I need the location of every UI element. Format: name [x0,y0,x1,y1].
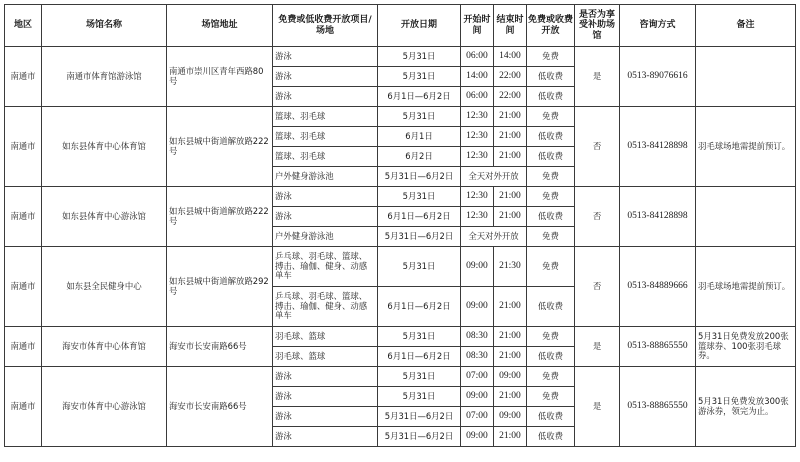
header-remark: 备注 [696,5,796,47]
end-time-cell: 21:00 [494,207,527,227]
header-items: 免费或低收费开放项目/场地 [273,5,378,47]
start-time-cell: 09:00 [461,387,494,407]
date-cell: 5月31日 [378,67,461,87]
venue-name-cell: 如东县体育中心游泳馆 [42,187,167,247]
venue-name-cell: 海安市体育中心体育馆 [42,327,167,367]
start-time-cell: 14:00 [461,67,494,87]
date-cell: 5月31日 [378,187,461,207]
venue-name-cell: 如东县体育中心体育馆 [42,107,167,187]
start-time-cell: 06:00 [461,87,494,107]
end-time-cell: 21:00 [494,127,527,147]
header-end-time: 结束时间 [494,5,527,47]
venue-name-cell: 如东县全民健身中心 [42,247,167,327]
date-cell: 6月1日—6月2日 [378,87,461,107]
subsidy-cell: 否 [575,247,620,327]
table-row [5,247,796,287]
date-cell: 5月31日—6月2日 [378,427,461,447]
date-cell: 5月31日 [378,387,461,407]
date-cell: 5月31日—6月2日 [378,227,461,247]
area-cell: 南通市 [5,107,42,187]
item-cell: 游泳 [273,427,378,447]
venue-address-cell: 如东县城中街道解放路292号 [167,247,273,327]
end-time-cell: 21:00 [494,147,527,167]
date-cell: 5月31日 [378,327,461,347]
end-time-cell: 21:00 [494,387,527,407]
fee-type-cell: 免费 [527,107,575,127]
remark-cell: 羽毛球场地需提前预订。 [696,247,796,327]
date-cell: 5月31日 [378,247,461,287]
start-time-cell: 12:30 [461,147,494,167]
remark-cell [696,47,796,107]
end-time-cell: 21:00 [494,287,527,327]
item-cell: 篮球、羽毛球 [273,127,378,147]
contact-phone-cell: 0513-84128898 [620,107,696,187]
date-cell: 6月2日 [378,147,461,167]
date-cell: 6月1日 [378,127,461,147]
end-time-cell: 21:30 [494,247,527,287]
venue-address-cell: 如东县城中街道解放路222号 [167,187,273,247]
header-venue: 场馆名称 [42,5,167,47]
subsidy-cell: 否 [575,187,620,247]
table-row [5,187,796,207]
end-time-cell: 09:00 [494,407,527,427]
item-cell: 羽毛球、篮球 [273,347,378,367]
item-cell: 游泳 [273,207,378,227]
subsidy-cell: 是 [575,327,620,367]
date-cell: 6月1日—6月2日 [378,347,461,367]
start-time-cell: 07:00 [461,407,494,427]
fee-type-cell: 低收费 [527,127,575,147]
start-time-cell: 07:00 [461,367,494,387]
start-time-cell: 08:30 [461,327,494,347]
subsidy-cell: 否 [575,107,620,187]
item-cell: 篮球、羽毛球 [273,107,378,127]
contact-phone-cell: 0513-89076616 [620,47,696,107]
remark-cell: 5月31日免费发放300张游泳券，领完为止。 [696,367,796,447]
end-time-cell: 09:00 [494,367,527,387]
fee-type-cell: 免费 [527,387,575,407]
item-cell: 乒乓球、羽毛球、篮球、搏击、瑜伽、健身、动感单车 [273,287,378,327]
date-cell: 5月31日—6月2日 [378,167,461,187]
header-date: 开放日期 [378,5,461,47]
table-row [5,107,796,127]
header-area: 地区 [5,5,42,47]
end-time-cell: 14:00 [494,47,527,67]
header-row [5,5,796,47]
end-time-cell: 22:00 [494,87,527,107]
item-cell: 游泳 [273,387,378,407]
start-time-cell: 09:00 [461,287,494,327]
header-contact: 咨询方式 [620,5,696,47]
end-time-cell: 21:00 [494,107,527,127]
start-time-cell: 12:30 [461,207,494,227]
header-fee-type: 免费或收费开放 [527,5,575,47]
end-time-cell: 21:00 [494,427,527,447]
area-cell: 南通市 [5,247,42,327]
header-address: 场馆地址 [167,5,273,47]
area-cell: 南通市 [5,327,42,367]
fee-type-cell: 免费 [527,367,575,387]
schedule-table-container [4,4,795,460]
table-row [5,327,796,347]
contact-phone-cell: 0513-84889666 [620,247,696,327]
fee-type-cell: 免费 [527,247,575,287]
start-time-cell: 12:30 [461,187,494,207]
item-cell: 游泳 [273,367,378,387]
venue-address-cell: 海安市长安南路66号 [167,327,273,367]
fee-type-cell: 免费 [527,167,575,187]
fee-type-cell: 低收费 [527,287,575,327]
fee-type-cell: 低收费 [527,87,575,107]
start-time-cell: 06:00 [461,47,494,67]
venue-schedule-table [4,4,796,447]
end-time-cell: 22:00 [494,67,527,87]
end-time-cell: 21:00 [494,187,527,207]
fee-type-cell: 低收费 [527,207,575,227]
table-row [5,47,796,67]
item-cell: 户外健身游泳池 [273,167,378,187]
date-cell: 6月1日—6月2日 [378,207,461,227]
subsidy-cell: 是 [575,47,620,107]
area-cell: 南通市 [5,47,42,107]
remark-cell [696,187,796,247]
fee-type-cell: 免费 [527,327,575,347]
contact-phone-cell: 0513-88865550 [620,327,696,367]
venue-name-cell: 海安市体育中心游泳馆 [42,367,167,447]
date-cell: 5月31日 [378,107,461,127]
area-cell: 南通市 [5,187,42,247]
date-cell: 5月31日 [378,47,461,67]
item-cell: 游泳 [273,407,378,427]
area-cell: 南通市 [5,367,42,447]
date-cell: 5月31日 [378,367,461,387]
fee-type-cell: 免费 [527,227,575,247]
remark-cell: 羽毛球场地需提前预订。 [696,107,796,187]
contact-phone-cell: 0513-84128898 [620,187,696,247]
date-cell: 5月31日—6月2日 [378,407,461,427]
fee-type-cell: 低收费 [527,347,575,367]
venue-address-cell: 海安市长安南路66号 [167,367,273,447]
venue-address-cell: 如东县城中街道解放路222号 [167,107,273,187]
remark-cell: 5月31日免费发放200张篮球券、100张羽毛球券。 [696,327,796,367]
start-time-cell: 09:00 [461,427,494,447]
header-start-time: 开始时间 [461,5,494,47]
end-time-cell: 21:00 [494,327,527,347]
fee-type-cell: 低收费 [527,407,575,427]
item-cell: 篮球、羽毛球 [273,147,378,167]
subsidy-cell: 是 [575,367,620,447]
fee-type-cell: 免费 [527,47,575,67]
fee-type-cell: 免费 [527,187,575,207]
venue-name-cell: 南通市体育馆游泳馆 [42,47,167,107]
item-cell: 游泳 [273,47,378,67]
start-time-cell: 09:00 [461,247,494,287]
end-time-cell: 21:00 [494,347,527,367]
fee-type-cell: 低收费 [527,427,575,447]
header-subsidy: 是否为享受补助场馆 [575,5,620,47]
fee-type-cell: 低收费 [527,67,575,87]
item-cell: 游泳 [273,67,378,87]
item-cell: 户外健身游泳池 [273,227,378,247]
table-row [5,367,796,387]
start-time-cell: 12:30 [461,107,494,127]
start-time-cell: 12:30 [461,127,494,147]
all-day-open-cell: 全天对外开放 [461,227,527,247]
item-cell: 羽毛球、篮球 [273,327,378,347]
fee-type-cell: 低收费 [527,147,575,167]
item-cell: 乒乓球、羽毛球、篮球、搏击、瑜伽、健身、动感单车 [273,247,378,287]
all-day-open-cell: 全天对外开放 [461,167,527,187]
venue-address-cell: 南通市崇川区青年西路80号 [167,47,273,107]
item-cell: 游泳 [273,187,378,207]
contact-phone-cell: 0513-88865550 [620,367,696,447]
start-time-cell: 08:30 [461,347,494,367]
date-cell: 6月1日—6月2日 [378,287,461,327]
item-cell: 游泳 [273,87,378,107]
